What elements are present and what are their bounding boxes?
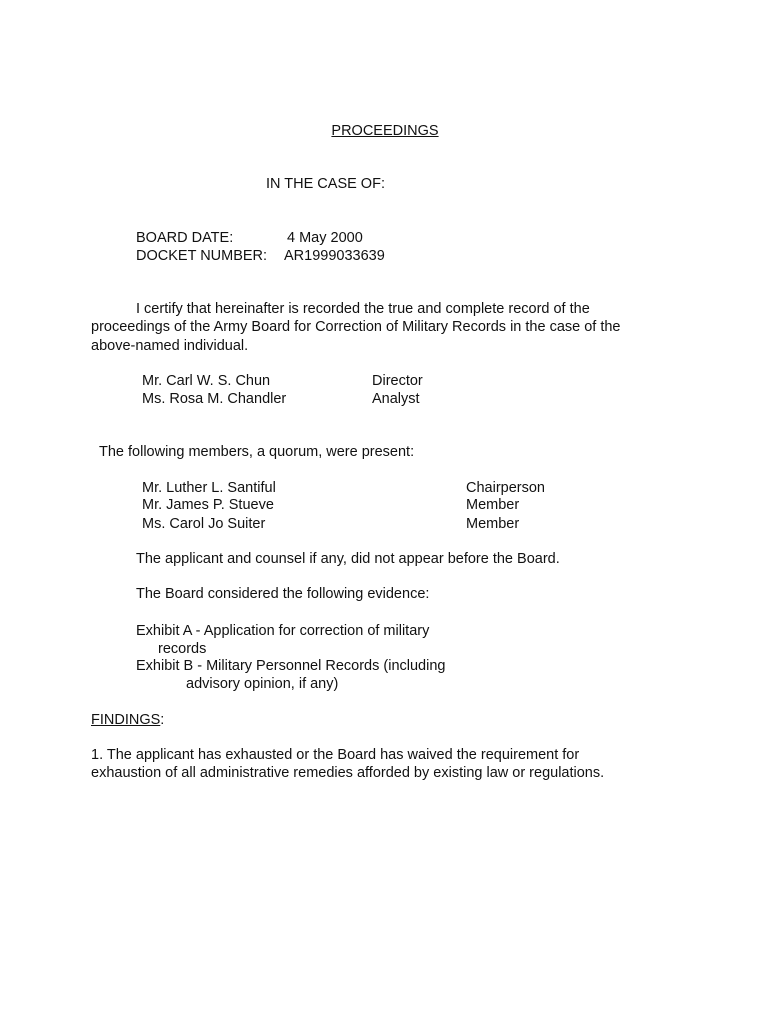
finding-item: 1. The applicant has exhausted or the Board has waived the requirement for exhaustion of all administrative remedies afforded by existing law or regulations. (91, 747, 605, 782)
exhibit-b-continued: advisory opinion, if any) (186, 676, 339, 692)
certification-paragraph: I certify that hereinafter is recorded the true and complete record of the proceedings of the Army Board for Correction of Military Records in the case of the above-named individual. (91, 301, 621, 354)
staff-name: Ms. Rosa M. Chandler (142, 391, 287, 407)
member-role: Member (466, 516, 520, 532)
exhibit-a-continued: records (158, 641, 207, 657)
member-name: Ms. Carol Jo Suiter (142, 516, 266, 532)
evidence-intro: The Board considered the following evidence: (136, 586, 430, 602)
docket-number-label: DOCKET NUMBER: (136, 248, 268, 264)
findings-heading-colon: : (160, 712, 165, 728)
exhibit-a: Exhibit A - Application for correction of military (136, 623, 430, 639)
board-date-label: BOARD DATE: (136, 230, 234, 246)
findings-heading (91, 711, 164, 729)
case-of-heading: IN THE CASE OF: (266, 176, 385, 192)
findings-heading-text: FINDINGS (91, 712, 161, 728)
staff-role: Director (372, 373, 423, 389)
board-date-value: 4 May 2000 (287, 230, 363, 246)
member-role: Chairperson (466, 480, 545, 496)
staff-name: Mr. Carl W. S. Chun (142, 373, 271, 389)
page-title: PROCEEDINGS (331, 123, 439, 139)
member-name: Mr. Luther L. Santiful (142, 480, 276, 496)
exhibit-b: Exhibit B - Military Personnel Records (including (136, 658, 446, 674)
appearance-statement: The applicant and counsel if any, did not appear before the Board. (136, 551, 560, 567)
member-name: Mr. James P. Stueve (142, 497, 274, 513)
staff-role: Analyst (372, 391, 420, 407)
docket-number-value: AR1999033639 (284, 248, 385, 264)
quorum-statement: The following members, a quorum, were present: (99, 444, 415, 460)
member-role: Member (466, 497, 520, 513)
